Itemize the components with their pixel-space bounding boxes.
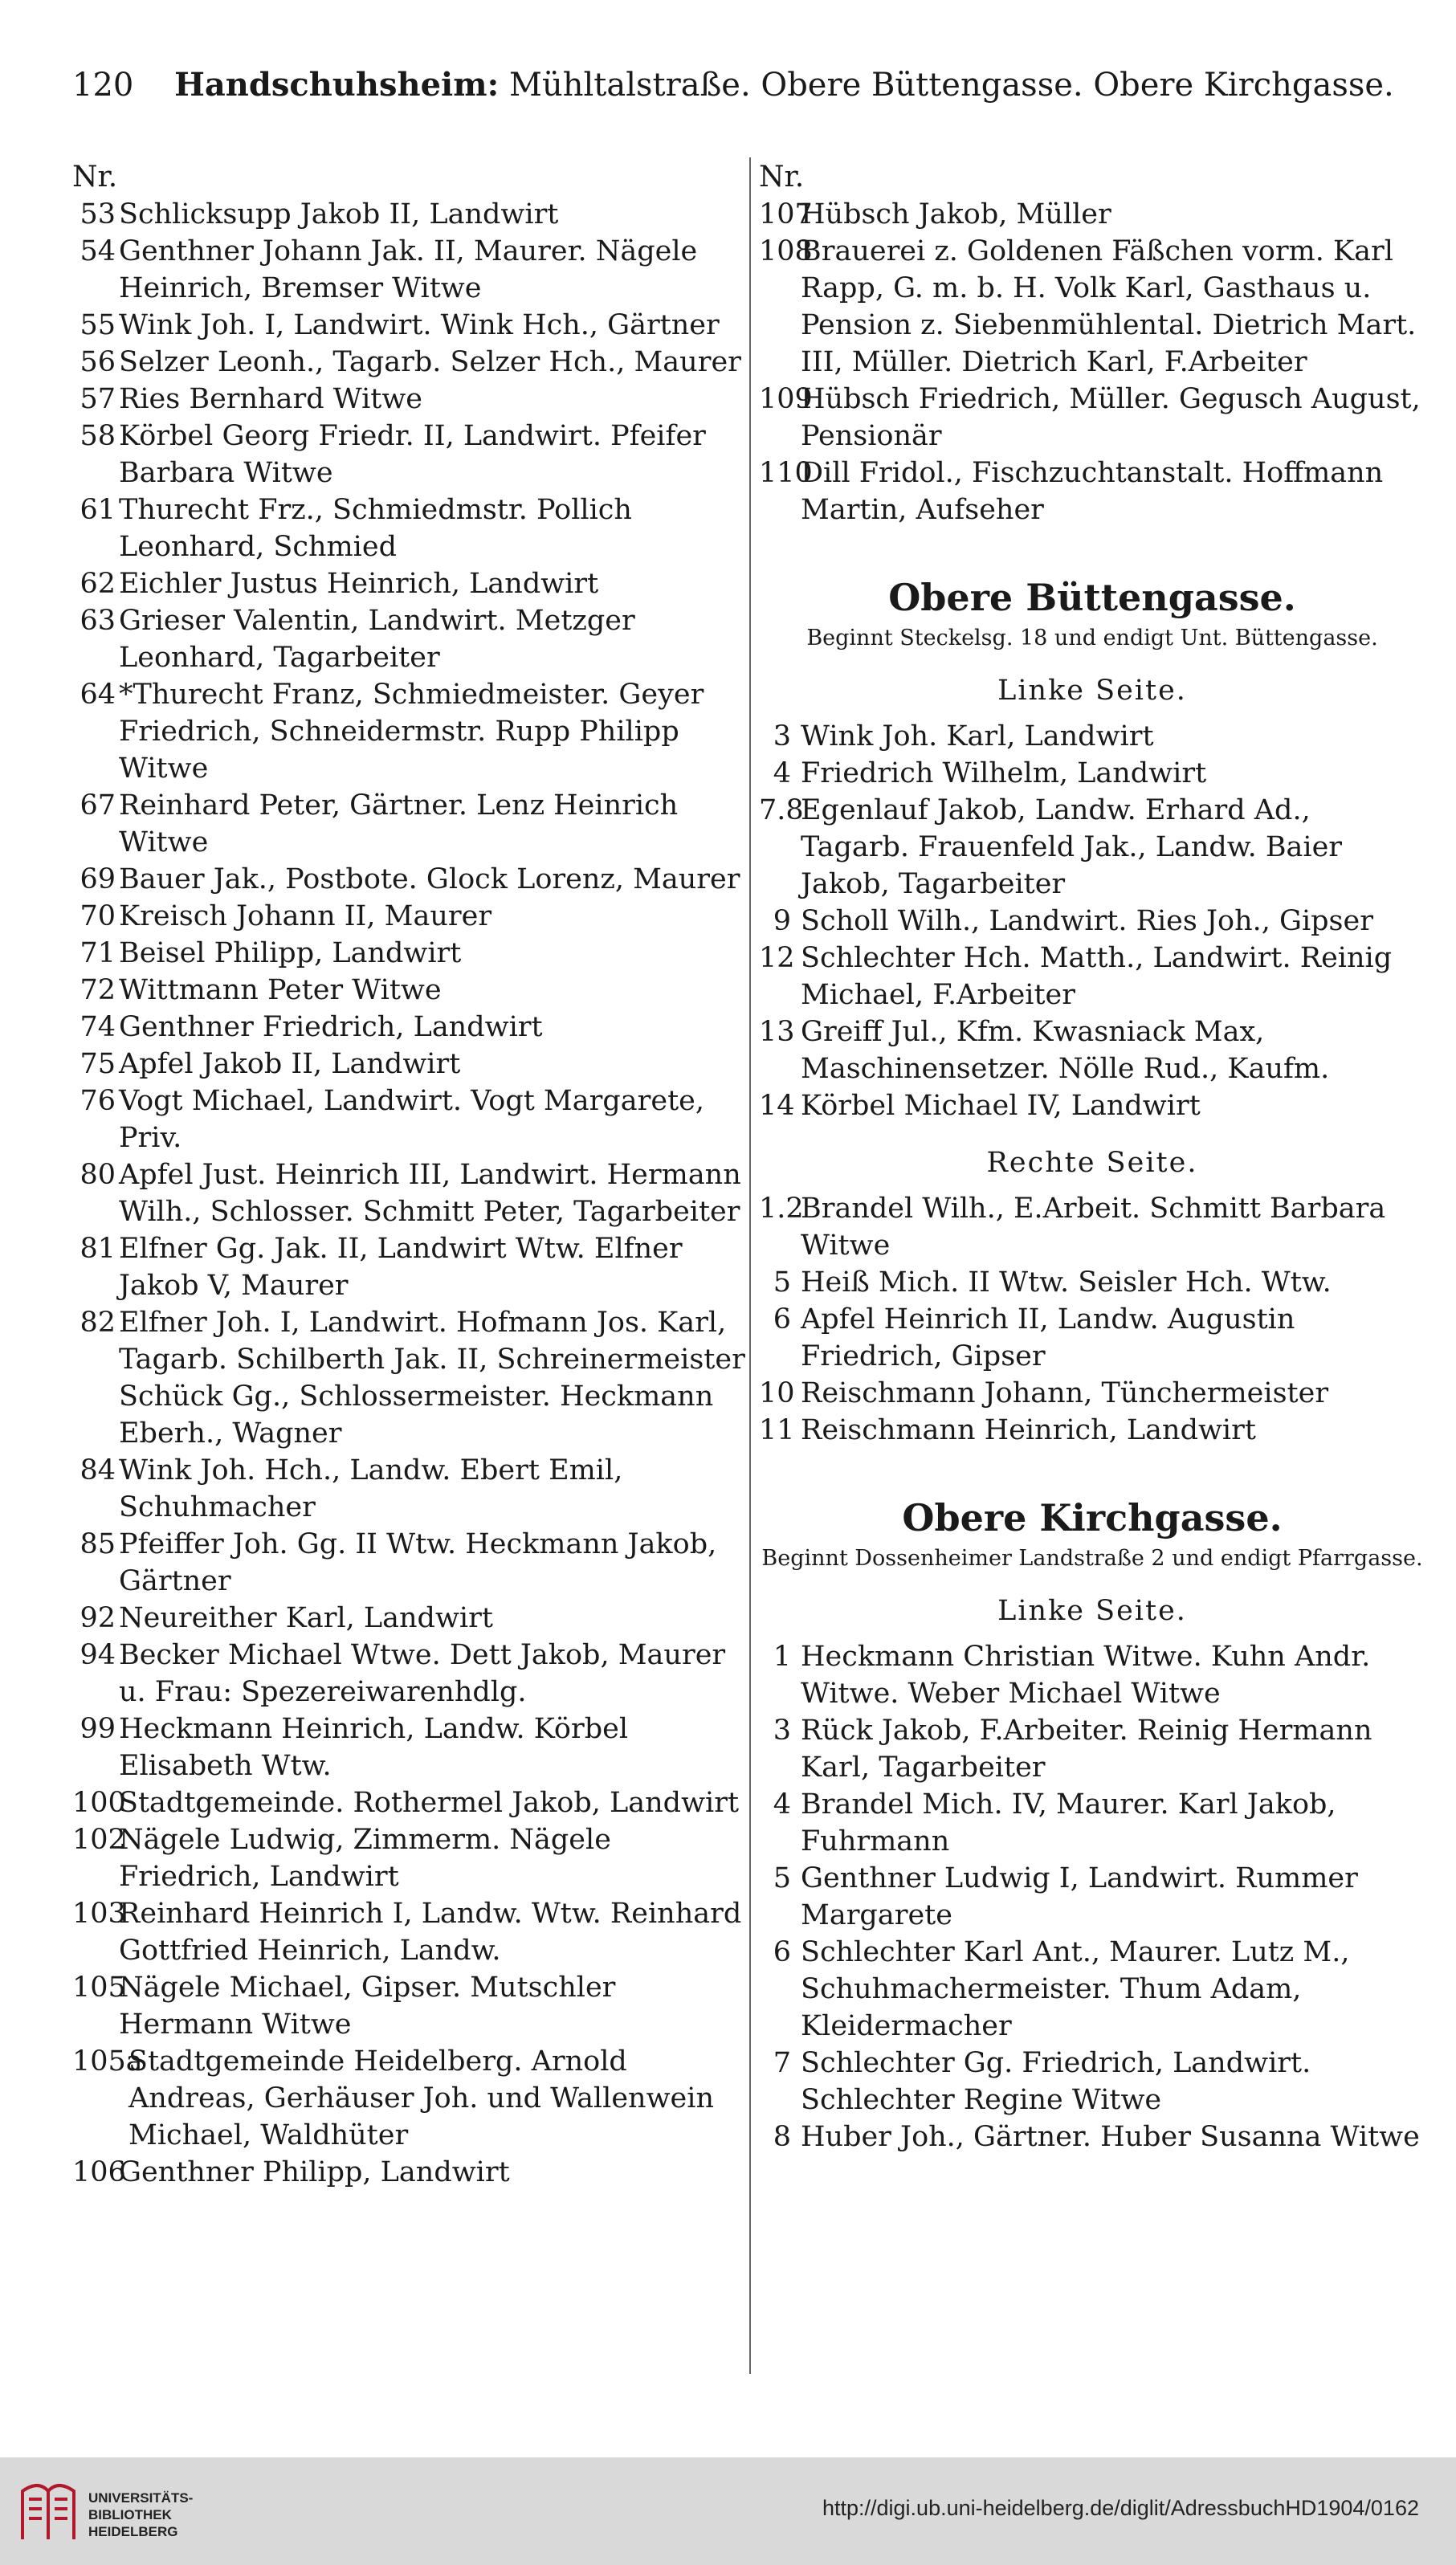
directory-entry [72,418,745,491]
house-number: 108 [759,235,813,267]
directory-entry [72,676,745,787]
house-number: 9 [773,905,791,937]
house-number: 13 [759,1016,795,1048]
resident-text: Schlechter Hch. Matth., Landwirt. Reinig Michael, F.Arbeiter [801,942,1393,1011]
house-number: 3 [773,720,791,752]
house-number: 92 [80,1602,116,1634]
resident-text: Pfeiffer Joh. Gg. II Wtw. Heckmann Jakob, Gärtner [119,1528,717,1597]
directory-entry [759,792,1425,903]
resident-text: Apfel Just. Heinrich III, Landwirt. Hermann Wilh., Schlosser. Schmitt Peter, Tagarbeiter [119,1159,741,1228]
resident-text: Huber Joh., Gärtner. Huber Susanna Witwe [801,2121,1420,2153]
directory-entry [72,491,745,565]
directory-entry [72,898,745,935]
resident-text: Egenlauf Jakob, Landw. Erhard Ad., Tagarb. Frauenfeld Jak., Landw. Baier Jakob, Tagarbeiter [801,794,1343,900]
house-number: 72 [80,974,116,1006]
column-divider [749,157,751,2374]
resident-text: Wink Joh. I, Landwirt. Wink Hch., Gärtner [119,309,720,341]
resident-text: Genthner Friedrich, Landwirt [119,1011,543,1043]
house-number: 107 [759,198,813,230]
page-header [72,66,1397,104]
house-number: 3 [773,1715,791,1747]
directory-entry [72,565,745,602]
directory-entry [72,381,745,418]
house-number: 106 [72,2156,126,2188]
house-number: 109 [759,383,813,415]
house-number: 102 [72,1824,126,1856]
side-heading: Linke Seite. [997,675,1187,707]
resident-text: Brandel Wilh., E.Arbeit. Schmitt Barbara Witwe [801,1193,1386,1262]
resident-text: Nägele Ludwig, Zimmerm. Nägele Friedrich, Landwirt [119,1824,611,1893]
directory-entry [759,2045,1425,2118]
directory-entry [72,2154,745,2191]
resident-text: Greiff Jul., Kfm. Kwasniack Max, Maschinensetzer. Nölle Rud., Kaufm. [801,1016,1330,1085]
resident-text: Kreisch Johann II, Maurer [119,900,492,932]
directory-entry [759,381,1425,455]
house-number: 100 [72,1787,126,1819]
resident-text: Eichler Justus Heinrich, Landwirt [119,568,599,600]
house-number: 1.2 [759,1193,804,1225]
resident-text: Genthner Johann Jak. II, Maurer. Nägele Heinrich, Bremser Witwe [119,235,698,304]
resident-text: Genthner Philipp, Landwirt [119,2156,510,2188]
house-number: 7.8 [759,794,804,826]
directory-entry [72,787,745,861]
house-number: 12 [759,942,795,974]
resident-text: Heckmann Heinrich, Landw. Körbel Elisabeth Wtw. [119,1713,629,1782]
directory-entry [72,972,745,1009]
house-number: 85 [80,1528,116,1560]
house-number: 10 [759,1377,795,1409]
resident-text: Stadtgemeinde. Rothermel Jakob, Landwirt [119,1787,740,1819]
resident-text: Apfel Jakob II, Landwirt [119,1048,461,1080]
directory-entry [72,1526,745,1600]
source-url-link[interactable]: http://digi.ub.uni-heidelberg.de/diglit/AdressbuchHD1904/0162 [822,2496,1419,2520]
house-number: 58 [80,420,116,452]
resident-text: Becker Michael Wtwe. Dett Jakob, Maurer u. Frau: Spezereiwarenhdlg. [119,1639,726,1708]
house-number: 5 [773,1266,791,1299]
directory-entry [72,1637,745,1711]
resident-text: Wink Joh. Karl, Landwirt [801,720,1154,752]
house-number: 7 [773,2047,791,2079]
directory-entry [759,1412,1425,1449]
page-number: 120 [72,67,134,104]
resident-text: Schlicksupp Jakob II, Landwirt [119,198,559,230]
resident-text: Wittmann Peter Witwe [119,974,442,1006]
resident-text: Nägele Michael, Gipser. Mutschler Hermann Witwe [119,1972,616,2041]
house-number: 5 [773,1862,791,1894]
house-number: 84 [80,1454,116,1486]
side-heading: Rechte Seite. [986,1147,1198,1179]
resident-text: Scholl Wilh., Landwirt. Ries Joh., Gipser [801,905,1373,937]
house-number: 105 [72,1972,126,2004]
directory-entry [72,1230,745,1304]
directory-entry [72,1600,745,1637]
street-list: Mühltalstraße. Obere Büttengasse. Obere Kirchgasse. [509,67,1394,104]
directory-entry [759,1301,1425,1375]
resident-text: Rück Jakob, F.Arbeiter. Reinig Hermann Karl, Tagarbeiter [801,1715,1372,1784]
directory-entry [72,1009,745,1046]
house-number: 14 [759,1090,795,1122]
house-number: 11 [759,1414,795,1446]
house-number: 54 [80,235,116,267]
resident-text: Körbel Michael IV, Landwirt [801,1090,1201,1122]
directory-entry [759,1375,1425,1412]
directory-entry [72,1083,745,1156]
resident-text: Reinhard Peter, Gärtner. Lenz Heinrich Witwe [119,789,679,858]
directory-entry [72,861,745,898]
directory-entry [72,1895,745,1969]
house-number: 55 [80,309,116,341]
house-number: 56 [80,346,116,378]
house-number: 99 [80,1713,116,1745]
resident-text: Brandel Mich. IV, Maurer. Karl Jakob, Fuhrmann [801,1788,1336,1857]
resident-text: Thurecht Frz., Schmiedmstr. Pollich Leonhard, Schmied [119,494,632,563]
house-number: 6 [773,1303,791,1336]
directory-entry [759,1264,1425,1301]
side-heading: Linke Seite. [997,1595,1187,1627]
house-number: 103 [72,1898,126,1930]
resident-text: Friedrich Wilhelm, Landwirt [801,757,1207,789]
resident-text: Reischmann Johann, Tünchermeister [801,1377,1329,1409]
house-number: 70 [80,900,116,932]
resident-text: Wink Joh. Hch., Landw. Ebert Emil, Schuhmacher [119,1454,623,1523]
directory-entry [759,1190,1425,1264]
directory-entry [72,1969,745,2043]
resident-text: Stadtgemeinde Heidelberg. Arnold Andreas, Gerhäuser Joh. und Wallenwein Michael, Waldhüter [128,2045,714,2151]
directory-entry [759,1934,1425,2045]
house-number: 1 [773,1641,791,1673]
house-number: 4 [773,1788,791,1821]
resident-text: Körbel Georg Friedr. II, Landwirt. Pfeifer Barbara Witwe [119,420,706,489]
house-number: 4 [773,757,791,789]
house-number: 6 [773,1936,791,1968]
house-number: 62 [80,568,116,600]
resident-text: Beisel Philipp, Landwirt [119,937,462,969]
footer-bar [0,2457,1456,2565]
house-number: 82 [80,1307,116,1339]
nr-label: Nr. [72,161,118,194]
directory-entry [759,233,1425,381]
directory-entry [759,196,1425,233]
nr-label: Nr. [759,161,805,194]
house-number: 81 [80,1233,116,1265]
house-number: 110 [759,457,813,489]
directory-entry [72,1046,745,1083]
directory-entry [72,196,745,233]
resident-text: Hübsch Friedrich, Müller. Gegusch August, Pensionär [801,383,1421,452]
directory-entry [72,935,745,972]
directory-entry [72,1711,745,1784]
library-logo-icon [14,2475,82,2546]
directory-entry [72,1452,745,1526]
directory-entry [759,755,1425,792]
resident-text: Heiß Mich. II Wtw. Seisler Hch. Wtw. [801,1266,1332,1299]
resident-text: Bauer Jak., Postbote. Glock Lorenz, Maurer [119,863,740,895]
resident-text: Neureither Karl, Landwirt [119,1602,493,1634]
directory-entry [759,718,1425,755]
house-number: 80 [80,1159,116,1191]
directory-entry [72,1156,745,1230]
directory-entry [759,1860,1425,1934]
resident-text: Apfel Heinrich II, Landw. Augustin Friedrich, Gipser [801,1303,1295,1372]
resident-text: Selzer Leonh., Tagarb. Selzer Hch., Maurer [119,346,741,378]
house-number: 57 [80,383,116,415]
resident-text: Reischmann Heinrich, Landwirt [801,1414,1256,1446]
resident-text: Elfner Joh. I, Landwirt. Hofmann Jos. Karl, Tagarb. Schilberth Jak. II, Schreinermeister Schück Gg., Schlossermeister. Heckmann Eberh., Wagner [119,1307,745,1450]
resident-text: Brauerei z. Goldenen Fäßchen vorm. Karl Rapp, G. m. b. H. Volk Karl, Gasthaus u. Pension z. Siebenmühlental. Dietrich Mart. III, Müller. Dietrich Karl, F.Arbeiter [801,235,1417,378]
resident-text: Schlechter Karl Ant., Maurer. Lutz M., Schuhmachermeister. Thum Adam, Kleidermacher [801,1936,1350,2042]
directory-entry [759,940,1425,1013]
directory-entry [759,1786,1425,1860]
resident-text: Grieser Valentin, Landwirt. Metzger Leonhard, Tagarbeiter [119,605,635,674]
resident-text: Dill Fridol., Fischzuchtanstalt. Hoffmann Martin, Aufseher [801,457,1384,526]
section-subtitle: Beginnt Steckelsg. 18 und endigt Unt. Büttengasse. [806,626,1378,650]
house-number: 71 [80,937,116,969]
directory-entry [72,2043,745,2154]
house-number: 75 [80,1048,116,1080]
place-name: Handschuhsheim: [174,66,500,104]
house-number: 63 [80,605,116,637]
library-name: UNIVERSITÄTS- BIBLIOTHEK HEIDELBERG [88,2490,194,2539]
resident-text: Genthner Ludwig I, Landwirt. Rummer Margarete [801,1862,1358,1931]
house-number: 8 [773,2121,791,2153]
directory-entry [72,233,745,307]
resident-text: *Thurecht Franz, Schmiedmeister. Geyer Friedrich, Schneidermstr. Rupp Philipp Witwe [119,679,704,785]
left-column [72,159,745,2191]
house-number: 74 [80,1011,116,1043]
section-title: Obere Kirchgasse. [902,1496,1283,1539]
house-number: 61 [80,494,116,526]
directory-entry [72,307,745,344]
directory-entry [72,1304,745,1452]
house-number: 64 [80,679,116,711]
directory-entry [72,1821,745,1895]
house-number: 53 [80,198,116,230]
directory-entry [759,1638,1425,1712]
house-number: 69 [80,863,116,895]
directory-entry [759,1712,1425,1786]
house-number: 67 [80,789,116,822]
resident-text: Vogt Michael, Landwirt. Vogt Margarete, Priv. [119,1085,704,1154]
directory-entry [759,455,1425,528]
section-title: Obere Büttengasse. [888,576,1296,619]
section-subtitle: Beginnt Dossenheimer Landstraße 2 und endigt Pfarrgasse. [761,1546,1423,1571]
resident-text: Heckmann Christian Witwe. Kuhn Andr. Witwe. Weber Michael Witwe [801,1641,1371,1710]
directory-entry [72,344,745,381]
right-column [759,159,1425,2155]
house-number: 76 [80,1085,116,1117]
directory-entry [759,1087,1425,1124]
resident-text: Ries Bernhard Witwe [119,383,423,415]
house-number: 105a [72,2045,143,2078]
directory-entry [72,1784,745,1821]
directory-entry [72,602,745,676]
resident-text: Elfner Gg. Jak. II, Landwirt Wtw. Elfner Jakob V, Maurer [119,1233,683,1302]
resident-text: Schlechter Gg. Friedrich, Landwirt. Schlechter Regine Witwe [801,2047,1311,2116]
house-number: 94 [80,1639,116,1671]
resident-text: Reinhard Heinrich I, Landw. Wtw. Reinhard Gottfried Heinrich, Landw. [119,1898,742,1967]
directory-entry [759,903,1425,940]
directory-entry [759,2118,1425,2155]
directory-entry [759,1013,1425,1087]
resident-text: Hübsch Jakob, Müller [801,198,1111,230]
